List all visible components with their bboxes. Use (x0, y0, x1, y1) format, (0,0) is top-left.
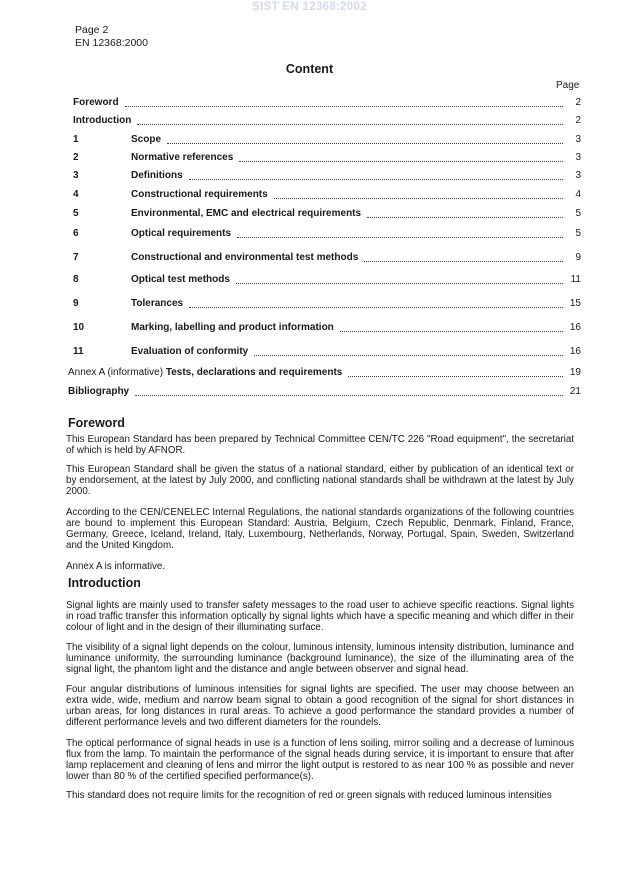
toc-label: Constructional and environmental test methods (131, 252, 359, 263)
toc-leader (254, 354, 563, 356)
toc-entry-7[interactable] (73, 250, 581, 264)
toc-entry-5[interactable] (73, 206, 581, 220)
toc-leader (125, 105, 563, 107)
toc-number: 4 (73, 189, 79, 200)
foreword-paragraph: This European Standard shall be given the status of a national standard, either by publication of an identical text or by endorsement, at the latest by July 2000, and conflicting national standards shall be withdrawn at the latest by July 2000. (66, 464, 574, 498)
toc-number: 5 (73, 208, 79, 219)
toc-label: Optical requirements (131, 228, 232, 239)
toc-page: 16 (569, 346, 581, 357)
toc-page: 9 (575, 252, 581, 263)
toc-leader (189, 178, 563, 180)
toc-entry-3[interactable] (73, 168, 581, 182)
toc-entry-introduction[interactable] (73, 113, 581, 127)
toc-number: 1 (73, 134, 79, 145)
toc-label (68, 366, 342, 379)
foreword-heading: Foreword (68, 416, 125, 430)
annex-prefix: Annex A (informative) (68, 367, 164, 378)
toc-page: 15 (569, 298, 581, 309)
toc-leader (364, 260, 563, 262)
toc-leader (189, 306, 563, 308)
page-number-header: Page 2 (75, 24, 109, 36)
toc-leader (340, 330, 563, 332)
toc-leader (137, 123, 563, 125)
toc-page: 2 (575, 115, 581, 126)
document-id-header: EN 12368:2000 (75, 37, 148, 49)
foreword-paragraph: According to the CEN/CENELEC Internal Regulations, the national standards organizations of the following countries are bound to implement this European Standard: Austria, Belgium, Czech Republic, Denmark, Finland, France, Germany, Greece, Iceland, Ireland, Italy, Luxembourg, Netherlands, Norway, Portugal, Spain, Sweden, Switzerland and the United Kingdom. (66, 507, 574, 552)
foreword-paragraph: This European Standard has been prepared by Technical Committee CEN/TC 226 "Road equipment", the secretariat of which is held by AFNOR. (66, 434, 574, 457)
introduction-paragraph: Signal lights are mainly used to transfer safety messages to the road user to achieve specific reactions. Signal lights in road traffic transfer this information optically by signal lights which have a specific meaning and which differ in their colour of light and in the design of their illuminating surface. (66, 600, 574, 634)
toc-entry-foreword[interactable] (73, 95, 581, 109)
toc-leader (274, 197, 563, 199)
toc-leader (167, 142, 563, 144)
toc-label: Foreword (73, 97, 119, 108)
toc-number: 3 (73, 170, 79, 181)
introduction-paragraph: Four angular distributions of luminous intensities for signal lights are specified. The user may choose between an extra wide, wide, medium and narrow beam signal to obtain a good recognition of the signal for short distances in urban areas, for long distances in rural areas. To achieve a good performance the standard provides a number of different performance levels and two different diameters for the roundels. (66, 684, 574, 729)
toc-label: Introduction (73, 115, 132, 126)
toc-label: Tolerances (131, 298, 184, 309)
toc-entry-4[interactable] (73, 187, 581, 201)
toc-label: Definitions (131, 170, 183, 181)
toc-leader (239, 160, 563, 162)
toc-leader (236, 282, 563, 284)
toc-page: 4 (575, 189, 581, 200)
toc-leader (367, 216, 563, 218)
toc-number: 10 (73, 322, 85, 333)
toc-entry-9[interactable] (73, 296, 581, 310)
toc-label: Constructional requirements (131, 189, 268, 200)
toc-entry-8[interactable] (73, 272, 581, 286)
toc-label: Normative references (131, 152, 234, 163)
toc-entry-bibliography[interactable] (68, 384, 581, 398)
toc-entry-1[interactable] (73, 132, 581, 146)
foreword-paragraph: Annex A is informative. (66, 561, 166, 572)
toc-number: 2 (73, 152, 79, 163)
page-column-label: Page (556, 80, 580, 91)
toc-number: 11 (73, 346, 84, 357)
toc-page: 16 (569, 322, 581, 333)
toc-page: 2 (575, 97, 581, 108)
introduction-paragraph: The optical performance of signal heads in use is a function of lens soiling, mirror soiling and a decrease of luminous flux from the lamp. To maintain the performance of the signal heads during service, it is important to ensure that after lamp replacement and cleaning of lens and mirror the light output is restored to as near 100 % as possible and never lower than 80 % of the certified specified performance(s). (66, 738, 574, 783)
toc-entry-6[interactable] (73, 226, 581, 240)
toc-page: 5 (575, 208, 581, 219)
watermark: SIST EN 12368:2002 (252, 1, 367, 13)
toc-label: Optical test methods (131, 274, 230, 285)
toc-label: Marking, labelling and product information (131, 322, 334, 333)
toc-label: Environmental, EMC and electrical requirements (131, 208, 362, 219)
toc-page: 19 (569, 367, 581, 378)
toc-label: Evaluation of conformity (131, 346, 249, 357)
introduction-paragraph: The visibility of a signal light depends on the colour, luminous intensity, luminous intensity distribution, luminance and luminance uniformity, the surrounding luminance (background luminance), the size of the illuminating area of the signal light, the phantom light and the distance and angle between observer and signal head. (66, 642, 574, 676)
toc-leader (237, 236, 563, 238)
toc-entry-annex-a[interactable] (68, 365, 581, 379)
toc-number: 6 (73, 228, 79, 239)
toc-entry-11[interactable] (73, 344, 581, 358)
toc-leader (348, 375, 563, 377)
toc-page: 11 (570, 274, 581, 285)
toc-page: 3 (575, 134, 581, 145)
toc-page: 21 (569, 386, 581, 397)
toc-entry-10[interactable] (73, 320, 581, 334)
toc-entry-2[interactable] (73, 150, 581, 164)
toc-page: 5 (575, 228, 581, 239)
toc-page: 3 (575, 170, 581, 181)
annex-title: Tests, declarations and requirements (165, 367, 343, 378)
toc-number: 9 (73, 298, 79, 309)
toc-page: 3 (575, 152, 581, 163)
toc-number: 7 (73, 252, 79, 263)
toc-label: Bibliography (68, 386, 130, 397)
toc-label: Scope (131, 134, 162, 145)
introduction-heading: Introduction (68, 576, 141, 590)
toc-number: 8 (73, 274, 79, 285)
toc-leader (135, 394, 563, 396)
introduction-paragraph: This standard does not require limits for the recognition of red or green signals with reduced luminous intensities (66, 790, 552, 801)
content-title: Content (285, 62, 334, 76)
